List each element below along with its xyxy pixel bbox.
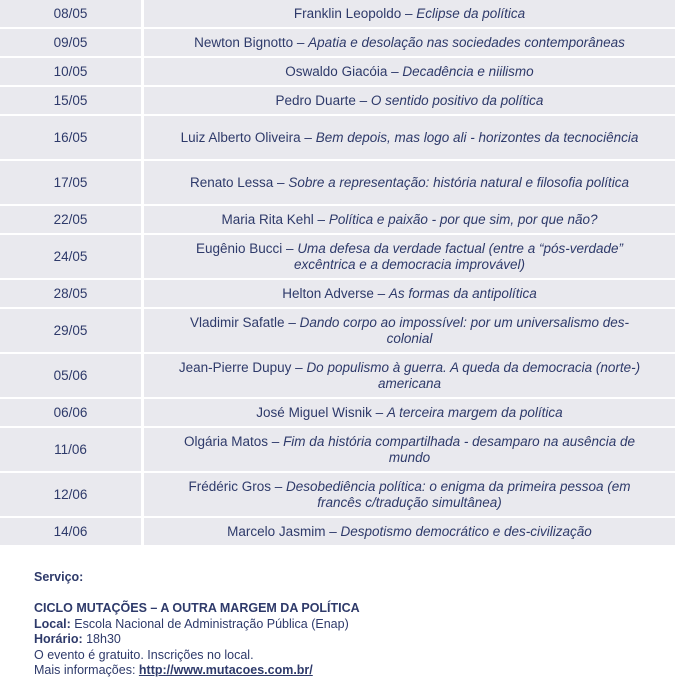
separator: – <box>284 314 300 330</box>
separator: – <box>300 129 316 145</box>
session-date: 09/05 <box>0 28 143 57</box>
session-talk <box>143 234 675 279</box>
separator: – <box>282 240 298 256</box>
talk-title: Sobre a representação: história natural e filosofia política <box>288 174 630 190</box>
session-talk <box>143 427 675 472</box>
location-line <box>34 617 654 632</box>
info-label: Mais informações: <box>34 663 139 678</box>
schedule-row <box>0 308 675 353</box>
speaker-name: Luiz Alberto Oliveira <box>180 129 301 145</box>
speaker-name: Vladimir Safatle <box>190 314 285 330</box>
talk-title: Uma defesa da verdade factual (entre a “pós-verdade” excêntrica e a democracia improvável) <box>293 240 623 272</box>
schedule-row <box>0 86 675 115</box>
talk-title: Decadência e niilismo <box>402 63 534 79</box>
session-talk <box>143 86 675 115</box>
talk-title: A terceira margem da política <box>386 404 563 420</box>
talk-title: Dando corpo ao impossível: por um universalismo des-colonial <box>299 314 629 346</box>
speaker-name: Maria Rita Kehl <box>221 211 314 227</box>
session-date: 16/05 <box>0 115 143 160</box>
talk-title: Política e paixão - por que sim, por que não? <box>328 211 598 227</box>
separator: – <box>291 359 307 375</box>
separator: – <box>313 211 329 227</box>
session-talk <box>143 308 675 353</box>
session-date: 24/05 <box>0 234 143 279</box>
separator: – <box>373 285 389 301</box>
talk-title: As formas da antipolítica <box>388 285 537 301</box>
session-talk <box>143 57 675 86</box>
separator: – <box>325 523 341 539</box>
schedule-row <box>0 279 675 308</box>
event-title: CICLO MUTAÇÕES – A OUTRA MARGEM DA POLÍTICA <box>34 601 360 616</box>
session-talk <box>143 115 675 160</box>
session-talk <box>143 279 675 308</box>
session-talk <box>143 353 675 398</box>
schedule-row <box>0 28 675 57</box>
speaker-name: Newton Bignotto <box>194 34 294 50</box>
service-info <box>34 570 654 678</box>
session-talk <box>143 0 675 28</box>
schedule-row <box>0 472 675 517</box>
speaker-name: Franklin Leopoldo <box>293 5 402 21</box>
schedule-row <box>0 0 675 28</box>
session-date: 14/06 <box>0 517 143 546</box>
speaker-name: Renato Lessa <box>189 174 274 190</box>
session-talk <box>143 28 675 57</box>
info-line <box>34 663 654 678</box>
schedule-row <box>0 427 675 472</box>
session-talk <box>143 398 675 427</box>
session-talk <box>143 205 675 234</box>
separator: – <box>271 478 287 494</box>
session-date: 29/05 <box>0 308 143 353</box>
time-value: 18h30 <box>82 632 121 647</box>
session-date: 17/05 <box>0 160 143 205</box>
session-date: 15/05 <box>0 86 143 115</box>
talk-title: Apatia e desolação nas sociedades contemporâneas <box>308 34 625 50</box>
session-talk <box>143 517 675 546</box>
schedule-row <box>0 160 675 205</box>
schedule-row <box>0 205 675 234</box>
session-date: 05/06 <box>0 353 143 398</box>
speaker-name: Jean-Pierre Dupuy <box>178 359 292 375</box>
session-date: 06/06 <box>0 398 143 427</box>
location-value: Escola Nacional de Administração Pública (Enap) <box>70 616 349 631</box>
session-talk <box>143 472 675 517</box>
separator: – <box>293 34 309 50</box>
talk-title: Fim da história compartilhada - desamparo na ausência de mundo <box>283 433 635 465</box>
separator: – <box>371 404 387 420</box>
session-date: 10/05 <box>0 57 143 86</box>
speaker-name: Marcelo Jasmim <box>227 523 326 539</box>
time-label: Horário: <box>34 632 83 647</box>
session-date: 12/06 <box>0 472 143 517</box>
separator: – <box>268 433 284 449</box>
schedule-row <box>0 398 675 427</box>
location-label: Local: <box>34 616 71 631</box>
speaker-name: José Miguel Wisnik <box>256 404 372 420</box>
schedule-row <box>0 234 675 279</box>
free-note: O evento é gratuito. Inscrições no local. <box>34 647 254 662</box>
talk-title: Desobediência política: o enigma da primeira pessoa (em francês c/tradução simultânea) <box>286 478 631 510</box>
speaker-name: Eugênio Bucci <box>195 240 283 256</box>
separator: – <box>387 63 403 79</box>
session-date: 08/05 <box>0 0 143 28</box>
info-link[interactable]: http://www.mutacoes.com.br/ <box>138 663 313 678</box>
talk-title: Do populismo à guerra. A queda da democracia (norte-) americana <box>306 359 641 391</box>
talk-title: Despotismo democrático e des-civilização <box>340 523 592 539</box>
talk-title: O sentido positivo da política <box>370 92 544 108</box>
speaker-name: Helton Adverse <box>282 285 374 301</box>
session-date: 22/05 <box>0 205 143 234</box>
speaker-name: Oswaldo Giacóia <box>285 63 388 79</box>
schedule-row <box>0 517 675 546</box>
schedule-row <box>0 353 675 398</box>
schedule-row <box>0 57 675 86</box>
separator: – <box>273 174 289 190</box>
time-line <box>34 632 654 647</box>
speaker-name: Pedro Duarte <box>275 92 356 108</box>
session-date: 28/05 <box>0 279 143 308</box>
talk-title: Bem depois, mas logo ali - horizontes da tecnociência <box>315 129 639 145</box>
service-heading: Serviço: <box>34 570 84 584</box>
schedule-row <box>0 115 675 160</box>
speaker-name: Frédéric Gros <box>188 478 272 494</box>
session-date: 11/06 <box>0 427 143 472</box>
session-talk <box>143 160 675 205</box>
speaker-name: Olgária Matos <box>184 433 269 449</box>
separator: – <box>355 92 371 108</box>
talk-title: Eclipse da política <box>416 5 526 21</box>
separator: – <box>401 5 417 21</box>
